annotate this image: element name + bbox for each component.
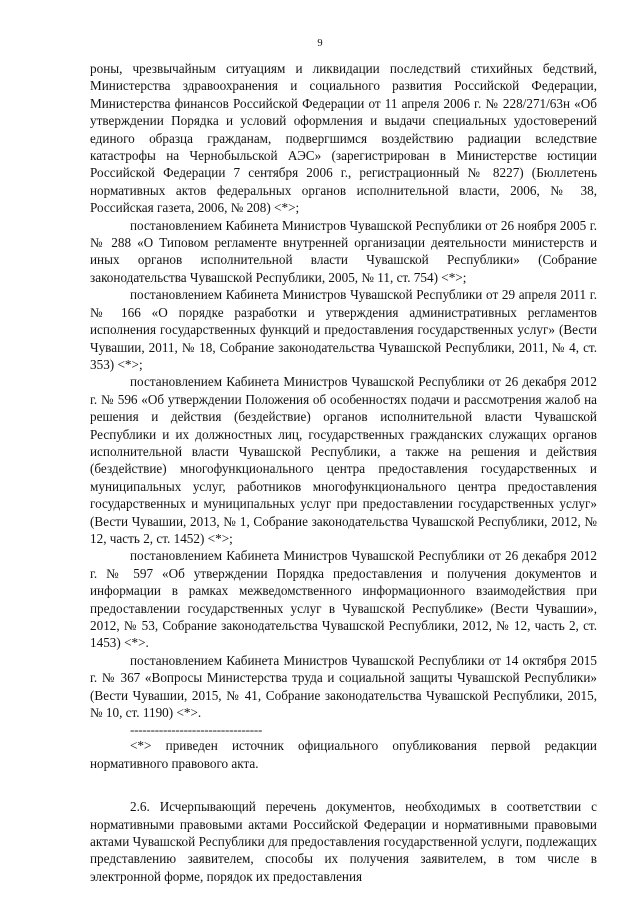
document-body — [90, 60, 597, 885]
paragraph-resolution-596: постановлением Кабинета Министров Чувашской Республики от 26 декабря 2012 г. № 596 «Об утверждении Положения об особенностях подачи и рассмотрения жалоб на решения и действия (бездействие) органов исполнительной власти Чувашской Республики и их должностных лиц, государственных гражданских служащих органов исполнительной власти Чувашской Республики, а также на решения и действия (бездействие) многофункционального центра предоставления государственных и муниципальных услуг, работников многофункционального центра предоставления государственных и муниципальных услуг при предоставлении государственных услуг» (Вести Чувашии, 2013, № 1, Собрание законодательства Чувашской Республики, 2012, № 12, часть 2, ст. 1452) <*>; — [90, 374, 597, 546]
paragraph-resolution-597: постановлением Кабинета Министров Чувашской Республики от 26 декабря 2012 г. № 597 «Об утверждении Порядка предоставления и получения документов и информации в рамках межведомственного информационного взаимодействия при предоставлении государственных услуг в Чувашской Республике» (Вести Чувашии», 2012, № 53, Собрание законодательства Чувашской Республики, 2012, № 12, часть 2, ст. 1453) <*>. — [90, 548, 597, 651]
paragraph-resolution-288: постановлением Кабинета Министров Чувашской Республики от 26 ноября 2005 г. № 288 «О Типовом регламенте внутренней организации деятельности министерств и иных органов исполнительной власти Чувашской Республики» (Собрание законодательства Чувашской Республики, 2005, № 11, ст. 754) <*>; — [90, 217, 597, 285]
paragraph-continued: роны, чрезвычайным ситуациям и ликвидации последствий стихийных бедствий, Министерства здравоохранения и социального развития Российской Федерации, Министерства финансов Российской Федерации от 11 апреля 2006 г. № 228/271/63н «Об утверждении Порядка и условий оформления и выдачи специальных удостоверений единого образца гражданам, подвергшимся воздействию радиации вследствие катастрофы на Чернобыльской АЭС» (зарегистрирован в Министерстве юстиции Российской Федерации 7 сентября 2006 г., регистрационный № 8227) (Бюллетень нормативных актов федеральных органов исполнительной власти, 2006, № 38, Российская газета, 2006, № 208) <*>; — [90, 61, 597, 216]
footnote-divider: -------------------------------- — [130, 722, 263, 738]
paragraph-resolution-367: постановлением Кабинета Министров Чувашской Республики от 14 октября 2015 г. № 367 «Вопросы Министерства труда и социальной защиты Чувашской Республики» (Вести Чувашии, 2015, № 41, Собрание законодательства Чувашской Республики, 2015, № 10, ст. 1190) <*>. — [90, 652, 597, 721]
page-number: 9 — [317, 38, 323, 49]
paragraph-resolution-166: постановлением Кабинета Министров Чувашской Республики от 29 апреля 2011 г. № 166 «О порядке разработки и утверждения административных регламентов исполнения государственных функций и предоставления государственных услуг» (Вести Чувашии, 2011, № 18, Собрание законодательства Чувашской Республики, 2011, № 4, ст. 353) <*>; — [90, 287, 597, 372]
footnote-text: <*> приведен источник официального опубликования первой редакции нормативного правового акта. — [90, 738, 597, 771]
section-2-6: 2.6. Исчерпывающий перечень документов, необходимых в соответствии с нормативными правовыми актами Российской Федерации и нормативными правовыми актами Чувашской Республики для предоставления государственной услуги, подлежащих представлению заявителем, способы их получения заявителем, в том числе в электронной форме, порядок их предоставления — [90, 799, 597, 884]
section-spacer — [90, 772, 597, 798]
